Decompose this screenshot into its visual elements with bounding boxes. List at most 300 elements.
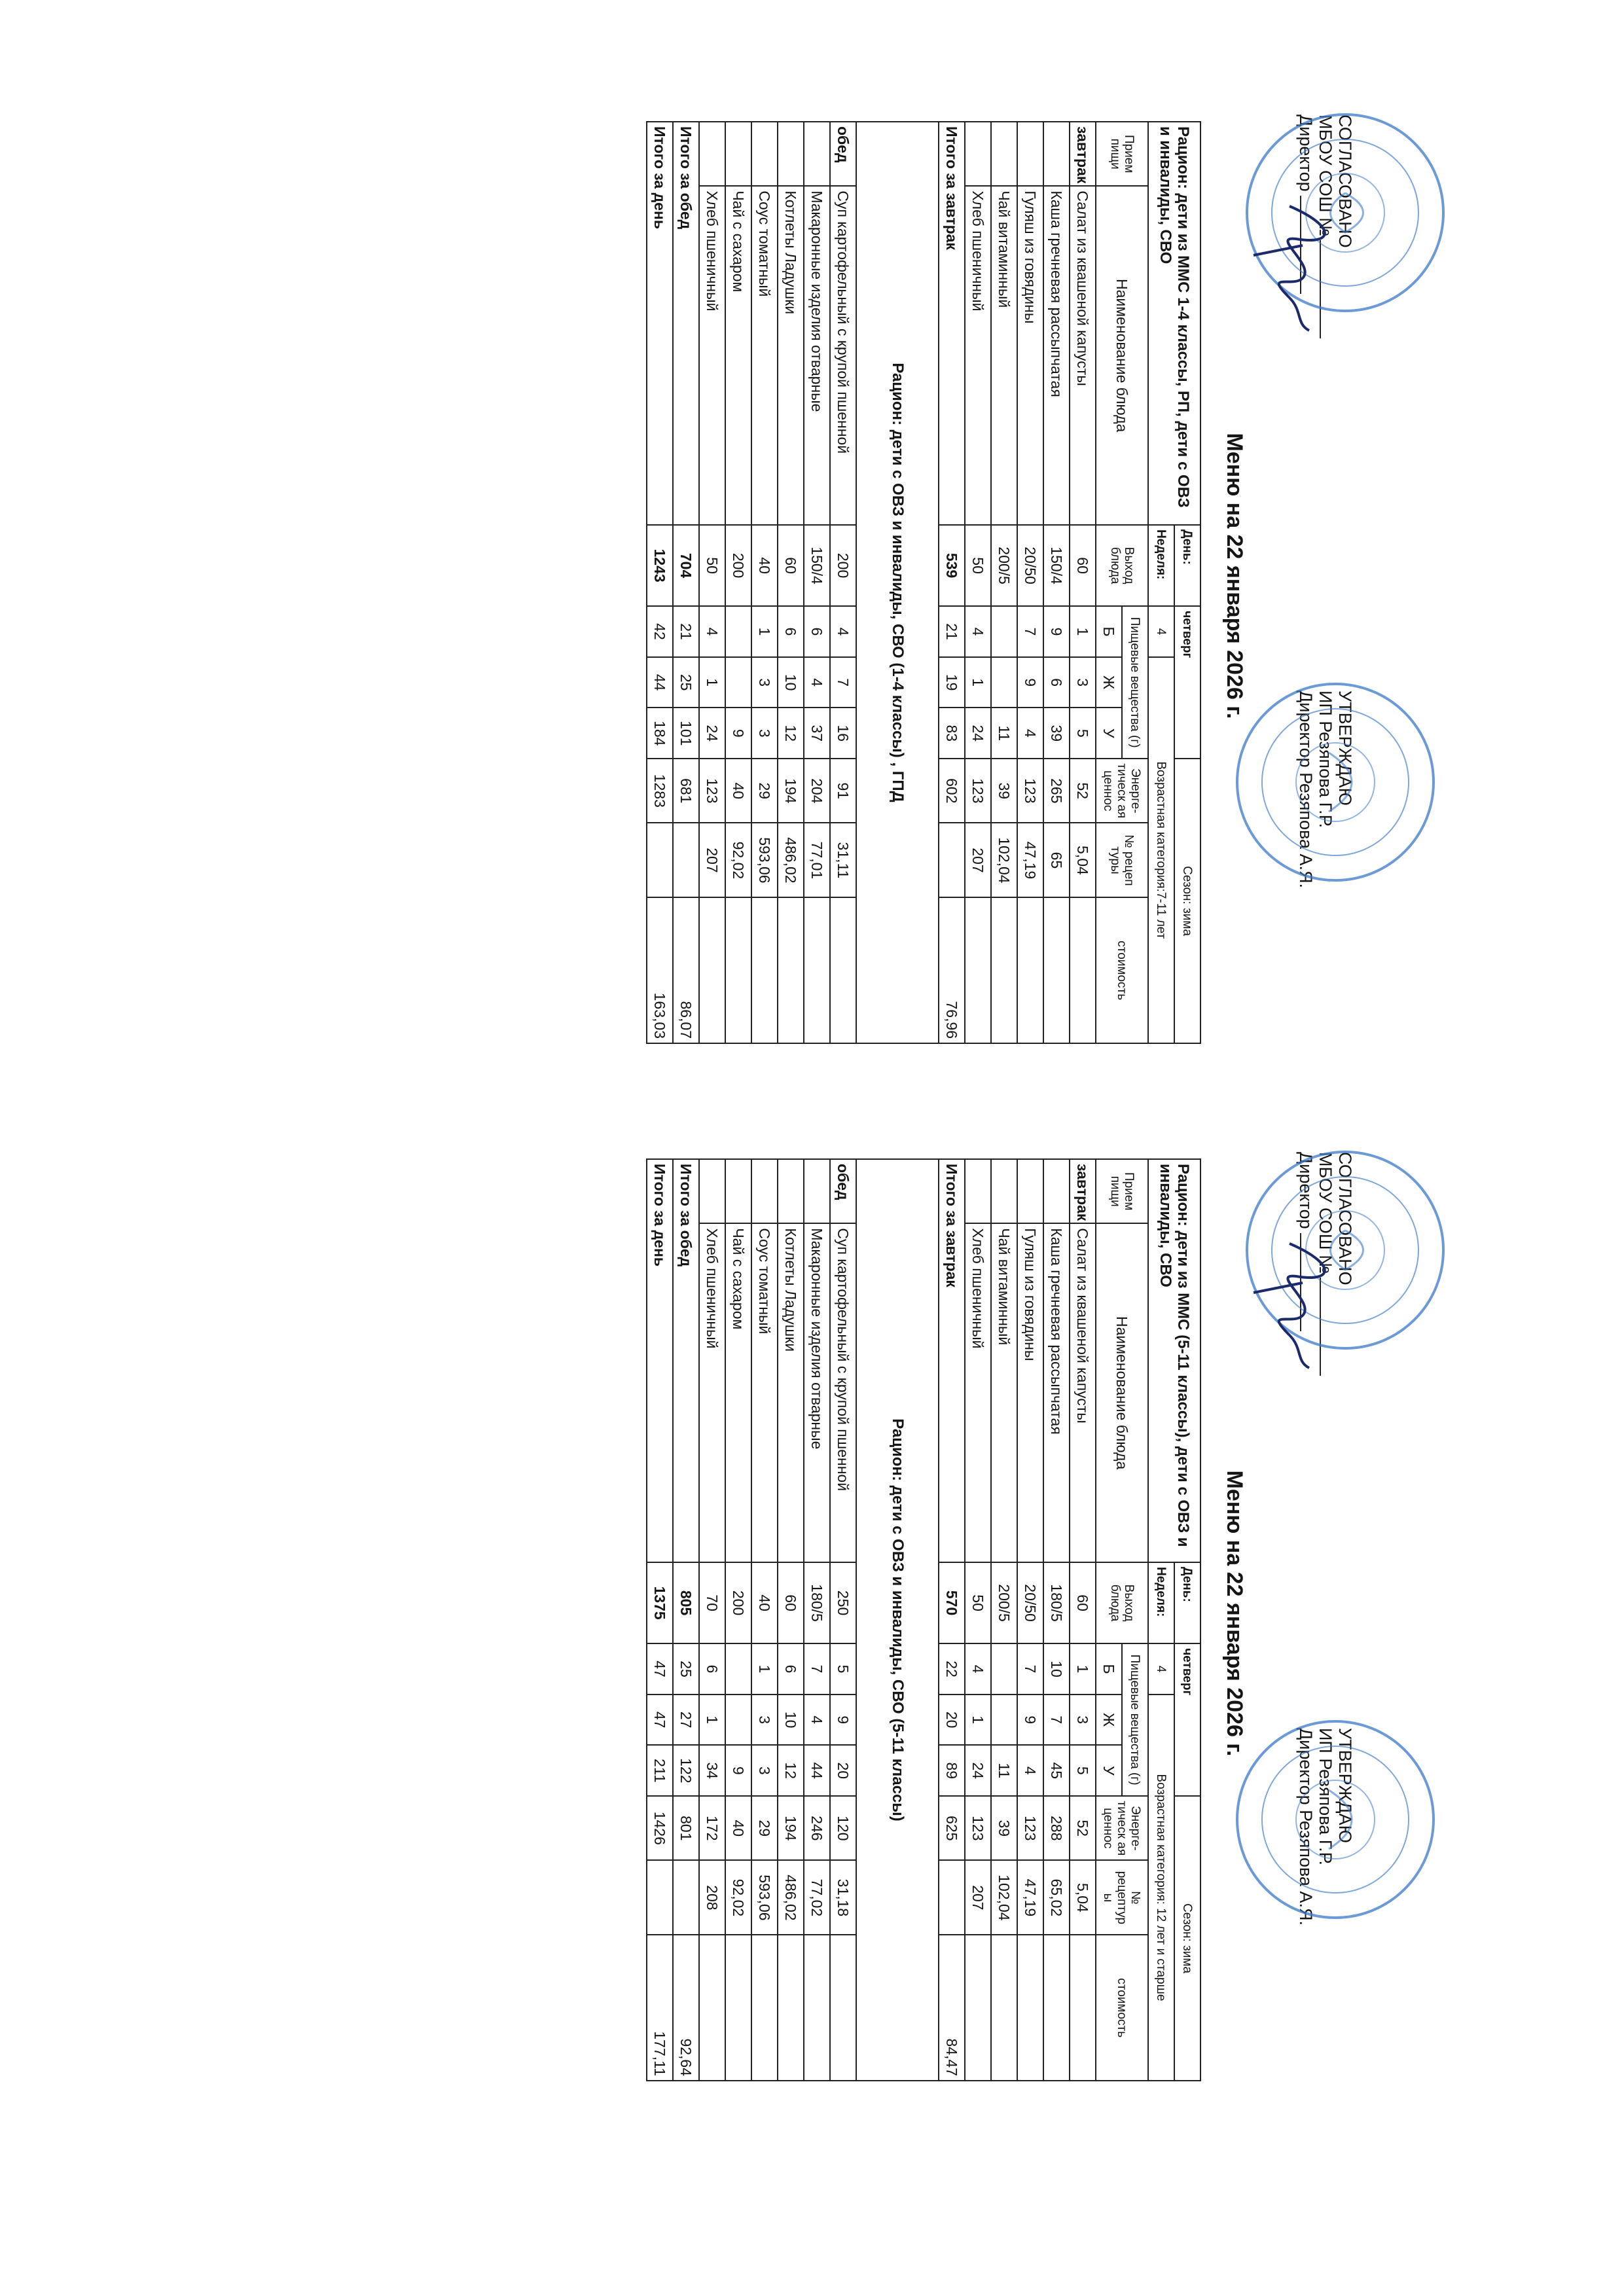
meal-cell (1017, 122, 1043, 186)
total-protein: 47 (647, 1643, 673, 1695)
dish-yield: 150/4 (804, 525, 830, 606)
agreed-label: СОГЛАСОВАНО (1335, 1152, 1355, 1285)
day-value: четверг (1174, 606, 1200, 759)
col-recipe-header: № рецеп туры (1096, 823, 1148, 897)
dish-carbs: 4 (1017, 1745, 1043, 1796)
total-recipe (673, 823, 699, 897)
meal-cell (751, 1159, 778, 1223)
meal-cell (699, 1159, 725, 1223)
total-fat: 47 (647, 1695, 673, 1746)
dish-energy: 52 (1070, 1796, 1096, 1860)
total-cost: 86,07 (673, 897, 699, 1043)
total-protein: 21 (673, 606, 699, 657)
col-carb-header: У (1096, 708, 1122, 759)
dish-recipe: 77,02 (804, 1860, 830, 1935)
dish-fat: 1 (699, 1695, 725, 1746)
table-row (778, 1159, 804, 2081)
dish-name: Чай витаминный (991, 186, 1017, 525)
agreed-director: Директор (1296, 115, 1316, 338)
dish-yield: 50 (965, 1562, 991, 1643)
col-recipe-header: № рецептур ы (1096, 1860, 1148, 1935)
dish-cost (965, 897, 991, 1043)
table-row (991, 122, 1017, 1043)
dish-name: Хлеб пшеничный (699, 1223, 725, 1562)
approved-label: УТВЕРЖДАЮ (1335, 1728, 1355, 1843)
total-carbs: 211 (647, 1745, 673, 1796)
dish-fat: 6 (1043, 657, 1070, 708)
header-row (1174, 122, 1200, 1043)
dish-name: Чай витаминный (991, 1223, 1017, 1562)
total-energy: 1283 (647, 759, 673, 823)
dish-name: Чай с сахаром (725, 186, 751, 525)
total-label: Итого за обед (673, 1159, 699, 1562)
table-row (751, 1159, 778, 2081)
col-meal-header: Прием пищи (1096, 1159, 1148, 1223)
day-label: День: (1174, 1562, 1200, 1643)
dish-protein (725, 1643, 751, 1695)
dish-protein: 6 (778, 606, 804, 657)
total-energy: 1426 (647, 1796, 673, 1860)
meal-cell (725, 122, 751, 186)
total-energy: 801 (673, 1796, 699, 1860)
dish-cost (1017, 1935, 1043, 2081)
total-cost: 163,03 (647, 897, 673, 1043)
breakfast-total-row (939, 1159, 965, 2081)
table-row (1017, 122, 1043, 1043)
ration-caption: Рацион: дети из ММС 1-4 классы, РП, дети с ОВЗ и инвалиды, СВО (1148, 122, 1200, 525)
dish-fat (991, 1695, 1017, 1746)
day-value: четверг (1174, 1643, 1200, 1796)
total-label: Итого за день (647, 122, 673, 525)
dish-carbs: 11 (991, 1745, 1017, 1796)
dish-energy: 39 (991, 759, 1017, 823)
approved-company: ИП Резяпова Г.Р. (1316, 691, 1335, 828)
dish-carbs: 11 (991, 708, 1017, 759)
dish-recipe: 47,19 (1017, 1860, 1043, 1935)
dish-name: Хлеб пшеничный (965, 1223, 991, 1562)
dish-protein: 1 (1070, 1643, 1096, 1695)
dish-yield: 40 (751, 1562, 778, 1643)
table-row (804, 1159, 830, 2081)
stamp-seal-right (1231, 677, 1440, 887)
col-yield-header: Выход блюда (1096, 1562, 1148, 1643)
dish-yield: 250 (830, 1562, 856, 1643)
dish-fat: 9 (1017, 1695, 1043, 1746)
signature (1250, 1237, 1342, 1374)
dish-recipe: 92,02 (725, 1860, 751, 1935)
dish-recipe: 486,02 (778, 1860, 804, 1935)
menu-panel-grades-5-11 (0, 1073, 1355, 2153)
dish-cost (830, 1935, 856, 2081)
dish-carbs: 9 (725, 708, 751, 759)
dish-yield: 20/50 (1017, 525, 1043, 606)
meal-cell (804, 1159, 830, 1223)
dish-fat: 9 (830, 1695, 856, 1746)
ration-row (856, 122, 939, 1043)
dish-yield: 50 (965, 525, 991, 606)
dish-cost (778, 1935, 804, 2081)
total-carbs: 101 (673, 708, 699, 759)
dish-energy: 194 (778, 1796, 804, 1860)
total-fat: 44 (647, 657, 673, 708)
dish-energy: 123 (965, 1796, 991, 1860)
meal-label: обед (830, 1159, 856, 1223)
total-fat: 20 (939, 1695, 965, 1746)
dish-protein: 5 (830, 1643, 856, 1695)
total-label: Итого за завтрак (939, 122, 965, 525)
dish-fat: 1 (699, 657, 725, 708)
dish-fat: 3 (1070, 657, 1096, 708)
col-cost-header: стоимость (1096, 897, 1148, 1043)
dish-recipe: 77,01 (804, 823, 830, 897)
dish-yield: 40 (751, 525, 778, 606)
col-cost-header: стоимость (1096, 1935, 1148, 2081)
dish-recipe: 593,06 (751, 1860, 778, 1935)
meal-cell (778, 122, 804, 186)
dish-recipe: 47,19 (1017, 823, 1043, 897)
table-row (991, 1159, 1017, 2081)
table-row (804, 122, 830, 1043)
dish-protein: 6 (778, 1643, 804, 1695)
total-cost: 84,47 (939, 1935, 965, 2081)
dish-name: Соус томатный (751, 186, 778, 525)
dish-recipe: 207 (699, 823, 725, 897)
total-energy: 602 (939, 759, 965, 823)
dish-yield: 70 (699, 1562, 725, 1643)
total-protein: 25 (673, 1643, 699, 1695)
total-label: Итого за день (647, 1159, 673, 1562)
dish-cost (725, 897, 751, 1043)
table-row (1070, 1159, 1096, 2081)
dish-yield: 200 (725, 1562, 751, 1643)
total-cost: 92,64 (673, 1935, 699, 2081)
age-category: Возрастная категория:7-11 лет (1148, 657, 1174, 1043)
meal-cell (804, 122, 830, 186)
dish-carbs: 24 (965, 708, 991, 759)
table-row (830, 1159, 856, 2081)
dish-yield: 20/50 (1017, 1562, 1043, 1643)
col-fat-header: Ж (1096, 1695, 1122, 1746)
menu-table (646, 1158, 1201, 2081)
stamp-seal-right (1231, 1715, 1440, 1924)
total-recipe (647, 1860, 673, 1935)
meal-label: завтрак (1070, 1159, 1096, 1223)
dish-carbs: 16 (830, 708, 856, 759)
dish-protein: 1 (751, 1643, 778, 1695)
agreed-school: МБОУ СОШ № (1316, 1152, 1335, 1376)
dish-protein: 4 (965, 606, 991, 657)
column-header-row (1122, 1159, 1148, 2081)
dish-cost (965, 1935, 991, 2081)
dish-recipe: 593,06 (751, 823, 778, 897)
approved-director: Директор Резяпова А.Я. (1296, 691, 1316, 889)
dish-fat: 4 (804, 657, 830, 708)
table-row (778, 122, 804, 1043)
total-protein: 22 (939, 1643, 965, 1695)
total-yield: 704 (673, 525, 699, 606)
dish-cost (1043, 897, 1070, 1043)
meal-label: обед (830, 122, 856, 186)
total-recipe (939, 823, 965, 897)
dish-fat: 7 (830, 657, 856, 708)
dish-cost (725, 1935, 751, 2081)
dish-cost (751, 897, 778, 1043)
dish-yield: 60 (778, 525, 804, 606)
table-row (725, 1159, 751, 2081)
dish-yield: 200 (725, 525, 751, 606)
dish-energy: 246 (804, 1796, 830, 1860)
col-protein-header: Б (1096, 1643, 1122, 1695)
dish-carbs: 3 (751, 1745, 778, 1796)
dish-cost (991, 897, 1017, 1043)
meal-cell (699, 122, 725, 186)
dish-yield: 60 (1070, 525, 1096, 606)
total-recipe (647, 823, 673, 897)
season-label: Сезон: зима (1174, 1796, 1200, 2081)
dish-recipe: 31,11 (830, 823, 856, 897)
dish-energy: 52 (1070, 759, 1096, 823)
dish-yield: 50 (699, 525, 725, 606)
dish-carbs: 12 (778, 1745, 804, 1796)
dish-cost (804, 1935, 830, 2081)
lunch-total-row (673, 1159, 699, 2081)
dish-protein: 7 (1017, 606, 1043, 657)
dish-recipe: 102,04 (991, 823, 1017, 897)
dish-energy: 123 (1017, 759, 1043, 823)
total-label: Итого за обед (673, 122, 699, 525)
dish-carbs: 20 (830, 1745, 856, 1796)
approved-company: ИП Резяпова Г.Р. (1316, 1728, 1335, 1865)
total-fat: 27 (673, 1695, 699, 1746)
table-row (1043, 122, 1070, 1043)
ration2-caption: Рацион: дети с ОВЗ и инвалиды, СВО (1-4 классы) , ГПД (856, 122, 939, 1043)
meal-cell (965, 122, 991, 186)
col-dish-header: Наименование блюда (1096, 1223, 1148, 1562)
dish-fat: 3 (751, 657, 778, 708)
dish-fat: 4 (804, 1695, 830, 1746)
col-energy-header: Энерге-тическ ая ценнос (1096, 759, 1148, 823)
dish-cost (699, 1935, 725, 2081)
ration2-caption: Рацион: дети с ОВЗ и инвалиды, СВО (5-11 классы) (856, 1159, 939, 2081)
dish-cost (830, 897, 856, 1043)
meal-cell (965, 1159, 991, 1223)
dish-fat: 10 (778, 657, 804, 708)
dish-fat: 3 (1070, 1695, 1096, 1746)
table-row (1043, 1159, 1070, 2081)
dish-recipe: 486,02 (778, 823, 804, 897)
day-total-row (647, 122, 673, 1043)
dish-energy: 172 (699, 1796, 725, 1860)
week-value: 4 (1148, 1643, 1174, 1695)
total-carbs: 83 (939, 708, 965, 759)
agreed-director: Директор (1296, 1152, 1316, 1376)
dish-carbs: 5 (1070, 1745, 1096, 1796)
dish-name: Салат из квашеной капусты (1070, 1223, 1096, 1562)
dish-yield: 60 (1070, 1562, 1096, 1643)
dish-cost (778, 897, 804, 1043)
dish-cost (1043, 1935, 1070, 2081)
total-yield: 805 (673, 1562, 699, 1643)
dish-fat (991, 657, 1017, 708)
dish-carbs: 5 (1070, 708, 1096, 759)
dish-recipe: 31,18 (830, 1860, 856, 1935)
dish-carbs: 24 (699, 708, 725, 759)
dish-protein: 9 (1043, 606, 1070, 657)
col-carb-header: У (1096, 1745, 1122, 1796)
dish-name: Гуляш из говядины (1017, 186, 1043, 525)
col-nutrients-header: Пищевые вещества (г) (1122, 606, 1148, 759)
table-row (965, 1159, 991, 2081)
dish-recipe: 92,02 (725, 823, 751, 897)
total-carbs: 89 (939, 1745, 965, 1796)
dish-fat: 1 (965, 1695, 991, 1746)
dish-protein: 7 (804, 1643, 830, 1695)
dish-cost (1070, 1935, 1096, 2081)
dish-energy: 123 (1017, 1796, 1043, 1860)
dish-energy: 123 (965, 759, 991, 823)
dish-fat: 7 (1043, 1695, 1070, 1746)
dish-energy: 29 (751, 1796, 778, 1860)
signature (1250, 200, 1342, 337)
total-cost: 76,96 (939, 897, 965, 1043)
dish-name: Макаронные изделия отварные (804, 186, 830, 525)
table-row (699, 122, 725, 1043)
table-row (725, 122, 751, 1043)
dish-carbs: 4 (1017, 708, 1043, 759)
dish-name: Хлеб пшеничный (699, 186, 725, 525)
week-value: 4 (1148, 606, 1174, 657)
dish-recipe: 65 (1043, 823, 1070, 897)
dish-energy: 120 (830, 1796, 856, 1860)
menu-title: Меню на 22 января 2026 г. (1222, 433, 1247, 719)
dish-name: Чай с сахаром (725, 1223, 751, 1562)
meal-cell (1017, 1159, 1043, 1223)
table-row (965, 122, 991, 1043)
meal-cell (751, 122, 778, 186)
meal-cell (1043, 122, 1070, 186)
dish-yield: 150/4 (1043, 525, 1070, 606)
dish-yield: 200/5 (991, 1562, 1017, 1643)
total-fat: 25 (673, 657, 699, 708)
dish-carbs: 34 (699, 1745, 725, 1796)
day-total-row (647, 1159, 673, 2081)
col-dish-header: Наименование блюда (1096, 186, 1148, 525)
season-label: Сезон: зима (1174, 759, 1200, 1043)
dish-recipe: 207 (965, 823, 991, 897)
menu-table (646, 121, 1201, 1044)
dish-name: Макаронные изделия отварные (804, 1223, 830, 1562)
dish-protein: 10 (1043, 1643, 1070, 1695)
dish-recipe: 65,02 (1043, 1860, 1070, 1935)
total-yield: 1243 (647, 525, 673, 606)
dish-cost (751, 1935, 778, 2081)
col-fat-header: Ж (1096, 657, 1122, 708)
total-yield: 1375 (647, 1562, 673, 1643)
table-row (751, 122, 778, 1043)
dish-cost (1070, 897, 1096, 1043)
dish-name: Суп картофельный с крупой пшенной (830, 1223, 856, 1562)
dish-fat: 10 (778, 1695, 804, 1746)
column-header-row (1122, 122, 1148, 1043)
total-fat: 19 (939, 657, 965, 708)
dish-protein (991, 606, 1017, 657)
dish-energy: 288 (1043, 1796, 1070, 1860)
col-meal-header: Прием пищи (1096, 122, 1148, 186)
dish-name: Котлеты Ладушки (778, 1223, 804, 1562)
dish-protein: 7 (1017, 1643, 1043, 1695)
dish-cost (1017, 897, 1043, 1043)
dish-carbs: 9 (725, 1745, 751, 1796)
dish-carbs: 45 (1043, 1745, 1070, 1796)
dish-cost (991, 1935, 1017, 2081)
table-row (1070, 122, 1096, 1043)
lunch-total-row (673, 122, 699, 1043)
total-label: Итого за завтрак (939, 1159, 965, 1562)
total-yield: 539 (939, 525, 965, 606)
dish-carbs: 44 (804, 1745, 830, 1796)
day-label: День: (1174, 525, 1200, 606)
total-energy: 681 (673, 759, 699, 823)
col-nutrients-header: Пищевые вещества (г) (1122, 1643, 1148, 1796)
total-cost: 177,11 (647, 1935, 673, 2081)
dish-energy: 40 (725, 759, 751, 823)
dish-carbs: 24 (965, 1745, 991, 1796)
col-yield-header: Выход блюда (1096, 525, 1148, 606)
table-row (1017, 1159, 1043, 2081)
dish-protein: 4 (965, 1643, 991, 1695)
meal-cell (778, 1159, 804, 1223)
dish-energy: 39 (991, 1796, 1017, 1860)
age-category: Возрастная категория: 12 лет и старше (1148, 1695, 1174, 2081)
dish-name: Суп картофельный с крупой пшенной (830, 186, 856, 525)
dish-recipe: 102,04 (991, 1860, 1017, 1935)
dish-recipe: 207 (965, 1860, 991, 1935)
col-protein-header: Б (1096, 606, 1122, 657)
dish-fat: 1 (965, 657, 991, 708)
dish-protein: 6 (804, 606, 830, 657)
menu-panel-grades-1-4 (0, 36, 1355, 1116)
col-energy-header: Энерге-тическ ая ценнос (1096, 1796, 1148, 1860)
meal-cell (991, 122, 1017, 186)
header-row (1174, 1159, 1200, 2081)
week-label: Неделя: (1148, 525, 1174, 606)
dish-energy: 123 (699, 759, 725, 823)
table-row (830, 122, 856, 1043)
dish-energy: 204 (804, 759, 830, 823)
dish-carbs: 3 (751, 708, 778, 759)
total-energy: 625 (939, 1796, 965, 1860)
meal-label: завтрак (1070, 122, 1096, 186)
dish-recipe: 5,04 (1070, 1860, 1096, 1935)
total-recipe (939, 1860, 965, 1935)
dish-energy: 29 (751, 759, 778, 823)
ration-caption: Рацион: дети из ММС (5-11 классы), дети с ОВЗ и инвалиды, СВО (1148, 1159, 1200, 1562)
dish-recipe: 208 (699, 1860, 725, 1935)
agreed-school: МБОУ СОШ № (1316, 115, 1335, 338)
approved-label: УТВЕРЖДАЮ (1335, 691, 1355, 806)
dish-name: Котлеты Ладушки (778, 186, 804, 525)
dish-protein (725, 606, 751, 657)
dish-carbs: 39 (1043, 708, 1070, 759)
total-recipe (673, 1860, 699, 1935)
dish-carbs: 37 (804, 708, 830, 759)
dish-fat (725, 657, 751, 708)
dish-protein: 4 (830, 606, 856, 657)
dish-name: Хлеб пшеничный (965, 186, 991, 525)
dish-yield: 180/5 (804, 1562, 830, 1643)
dish-yield: 60 (778, 1562, 804, 1643)
dish-name: Соус томатный (751, 1223, 778, 1562)
